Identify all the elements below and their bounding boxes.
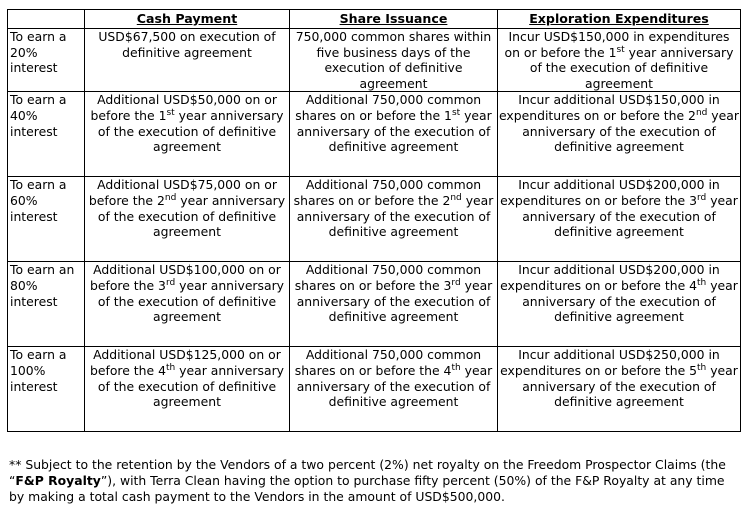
footnote-text-end: ”), with Terra Clean having the option to purchase fifty percent (50%) of the F&P Royalty at any time by making a total cash payment to the Vendors in the amount of USD$500,000.: [9, 473, 725, 504]
ordinal-suffix: th: [697, 277, 707, 288]
table-row: [8, 177, 741, 262]
ordinal-suffix: rd: [451, 277, 461, 288]
header-cash-payment: Cash Payment: [85, 10, 290, 29]
table-row: [8, 92, 741, 177]
ordinal-suffix: th: [697, 362, 707, 373]
cash-payment-cell: USD$67,500 on execution of definitive agreement: [85, 29, 290, 92]
header-share-issuance: Share Issuance: [290, 10, 498, 29]
cash-payment-cell: Additional USD$100,000 on or before the 3rd year anniversary of the execution of definitive agreement: [85, 262, 290, 347]
ordinal-suffix: nd: [695, 107, 708, 118]
ordinal-suffix: th: [165, 362, 176, 373]
footnote-royalty-term: F&P Royalty: [15, 473, 101, 488]
header-stage: [8, 10, 85, 29]
stage-cell: To earn a 40% interest: [8, 92, 85, 177]
share-issuance-cell: Additional 750,000 common shares on or before the 3rd year anniversary of the execution of definitive agreement: [290, 262, 498, 347]
cash-payment-cell: Additional USD$75,000 on or before the 2nd year anniversary of the execution of definitive agreement: [85, 177, 290, 262]
share-issuance-cell: Additional 750,000 common shares on or before the 2nd year anniversary of the execution of definitive agreement: [290, 177, 498, 262]
table-header-row: [8, 10, 741, 29]
cash-payment-cell: Additional USD$50,000 on or before the 1st year anniversary of the execution of definitive agreement: [85, 92, 290, 177]
ordinal-suffix: st: [451, 107, 461, 118]
ordinal-suffix: rd: [165, 277, 176, 288]
table-row: [8, 347, 741, 432]
exploration-cell: Incur USD$150,000 in expenditures on or before the 1st year anniversary of the execution of definitive agreement: [498, 29, 741, 92]
royalty-footnote: [9, 457, 739, 505]
share-issuance-cell: 750,000 common shares within five business days of the execution of definitive agreement: [290, 29, 498, 92]
share-issuance-cell: Additional 750,000 common shares on or before the 4th year anniversary of the execution of definitive agreement: [290, 347, 498, 432]
stage-cell: To earn a 60% interest: [8, 177, 85, 262]
exploration-cell: Incur additional USD$150,000 in expenditures on or before the 2nd year anniversary of the execution of definitive agreement: [498, 92, 741, 177]
exploration-cell: Incur additional USD$200,000 in expenditures on or before the 3rd year anniversary of the execution of definitive agreement: [498, 177, 741, 262]
ordinal-suffix: th: [451, 362, 461, 373]
earn-in-terms-table: [7, 9, 741, 432]
footnote-text-start: ** Subject to the retention by the Vendors of a two percent (2%) net royalty on the Freedom Prospector Claims (the “: [9, 457, 726, 488]
ordinal-suffix: st: [616, 44, 625, 55]
header-exploration-expenditures: Exploration Expenditures: [498, 10, 741, 29]
stage-cell: To earn a 100% interest: [8, 347, 85, 432]
table-row: [8, 262, 741, 347]
exploration-cell: Incur additional USD$200,000 in expenditures on or before the 4th year anniversary of the execution of definitive agreement: [498, 262, 741, 347]
stage-cell: To earn a 20% interest: [8, 29, 85, 92]
ordinal-suffix: nd: [450, 192, 462, 203]
exploration-cell: Incur additional USD$250,000 in expenditures on or before the 5th year anniversary of the execution of definitive agreement: [498, 347, 741, 432]
share-issuance-cell: Additional 750,000 common shares on or before the 1st year anniversary of the execution of definitive agreement: [290, 92, 498, 177]
ordinal-suffix: nd: [164, 192, 177, 203]
table-row: [8, 29, 741, 92]
cash-payment-cell: Additional USD$125,000 on or before the 4th year anniversary of the execution of definitive agreement: [85, 347, 290, 432]
ordinal-suffix: rd: [697, 192, 707, 203]
ordinal-suffix: st: [166, 107, 175, 118]
stage-cell: To earn an 80% interest: [8, 262, 85, 347]
